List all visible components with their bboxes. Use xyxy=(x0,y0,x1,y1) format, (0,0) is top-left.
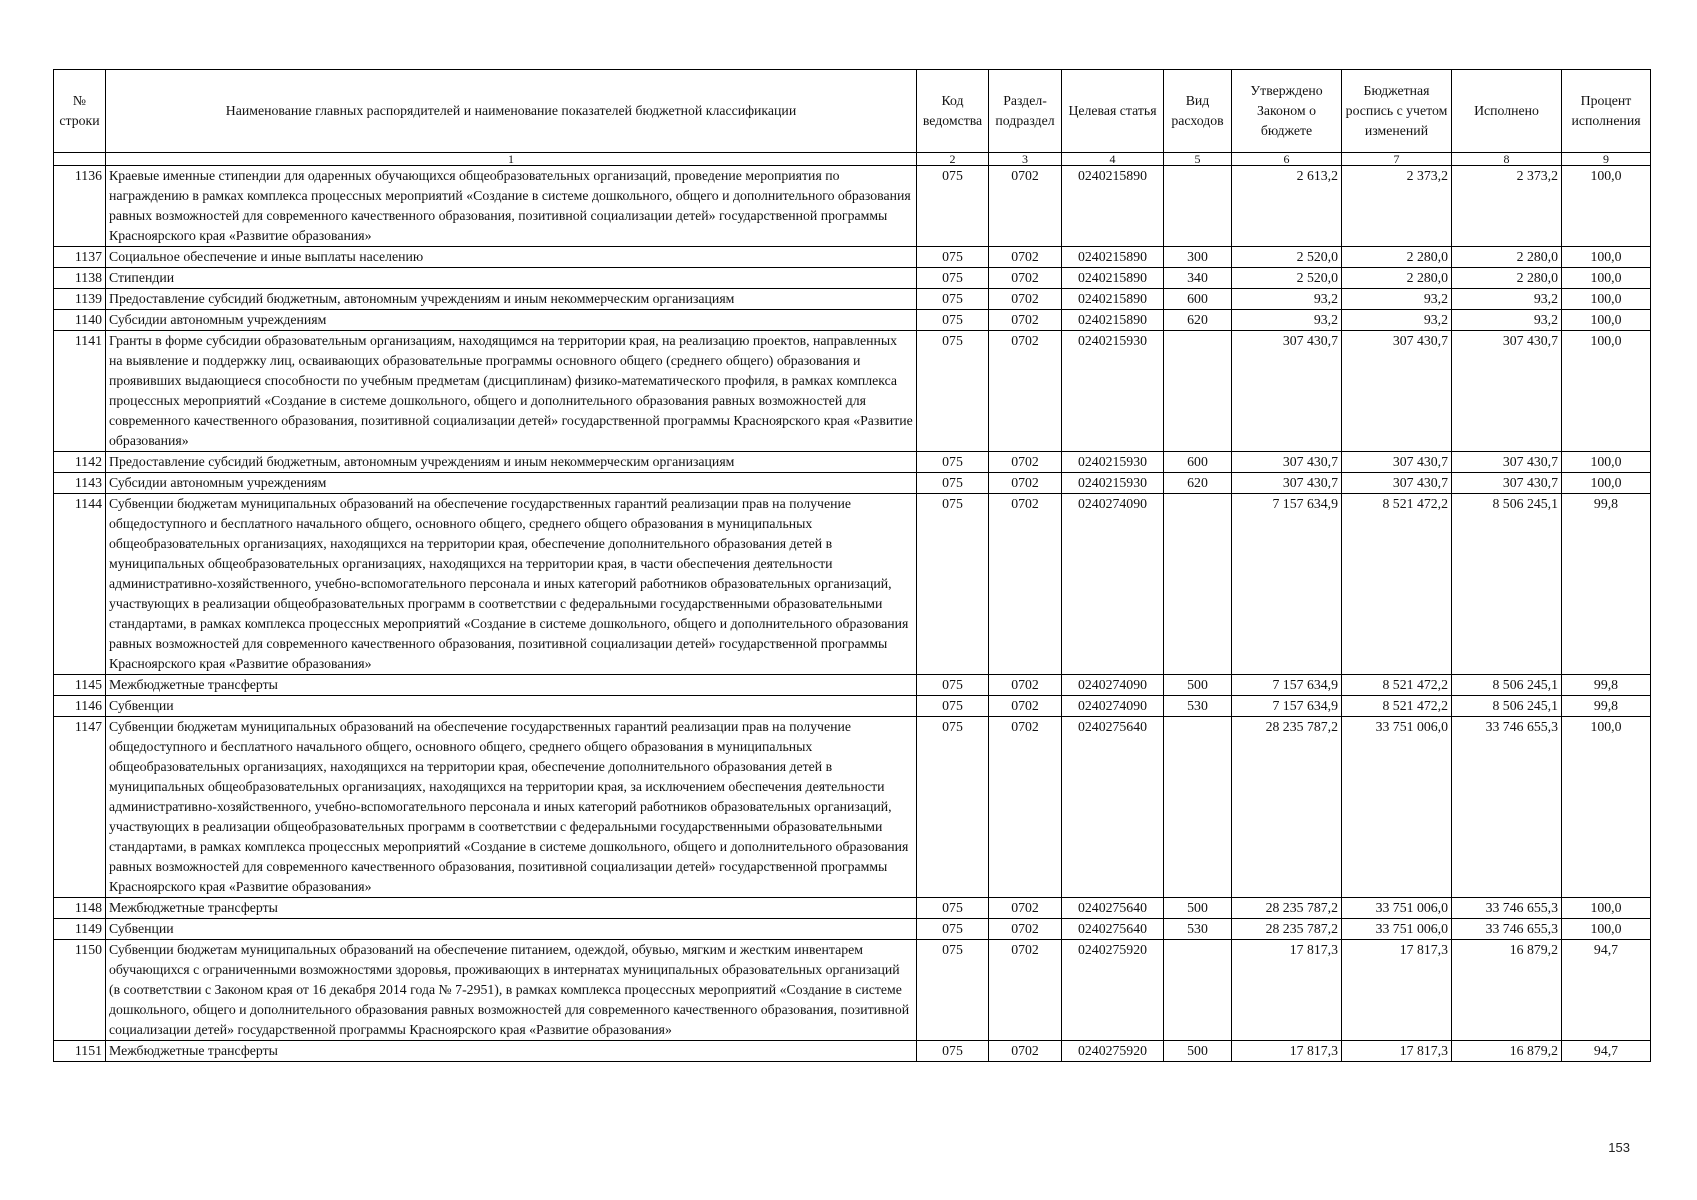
column-number: 1 xyxy=(106,153,917,166)
section-code-cell: 0702 xyxy=(989,331,1062,452)
percent-cell: 94,7 xyxy=(1562,1041,1651,1062)
department-code-cell: 075 xyxy=(917,310,989,331)
section-code-cell: 0702 xyxy=(989,940,1062,1041)
department-code-cell: 075 xyxy=(917,717,989,898)
row-name-cell: Субсидии автономным учреждениям xyxy=(106,310,917,331)
row-name-cell: Гранты в форме субсидии образовательным организациям, находящимся на территории края, на реализацию проектов, направленных на выявление и поддержку лиц, осваивающих образовательные программы основного общего (среднего общего) образования и проявивших выдающиеся способности по учебным предметам (дисциплинам) физико-математического профиля, в рамках комплекса процессных мероприятий «Создание в системе дошкольного, общего и дополнительного образования равных возможностей для современного качественного образования, позитивной социализации детей» государственной программы Красноярского края «Развитие образования» xyxy=(106,331,917,452)
row-number-cell: 1136 xyxy=(54,166,106,247)
department-code-cell: 075 xyxy=(917,696,989,717)
section-code-cell: 0702 xyxy=(989,310,1062,331)
executed-amount-cell: 93,2 xyxy=(1452,310,1562,331)
approved-amount-cell: 17 817,3 xyxy=(1232,940,1342,1041)
row-number-cell: 1147 xyxy=(54,717,106,898)
budget-table xyxy=(53,69,1651,1062)
row-name-cell: Субсидии автономным учреждениям xyxy=(106,473,917,494)
target-article-cell: 0240215890 xyxy=(1062,268,1164,289)
expense-type-cell: 530 xyxy=(1164,919,1232,940)
percent-cell: 100,0 xyxy=(1562,452,1651,473)
column-number: 2 xyxy=(917,153,989,166)
row-number-cell: 1141 xyxy=(54,331,106,452)
department-code-cell: 075 xyxy=(917,940,989,1041)
table-row xyxy=(54,473,1651,494)
table-row xyxy=(54,1041,1651,1062)
executed-amount-cell: 8 506 245,1 xyxy=(1452,494,1562,675)
table-row xyxy=(54,310,1651,331)
target-article-cell: 0240215890 xyxy=(1062,289,1164,310)
expense-type-cell xyxy=(1164,940,1232,1041)
header-target-article: Целевая статья xyxy=(1062,70,1164,153)
section-code-cell: 0702 xyxy=(989,166,1062,247)
table-row xyxy=(54,898,1651,919)
column-number-blank xyxy=(54,153,106,166)
row-number-cell: 1146 xyxy=(54,696,106,717)
department-code-cell: 075 xyxy=(917,452,989,473)
target-article-cell: 0240215930 xyxy=(1062,331,1164,452)
executed-amount-cell: 8 506 245,1 xyxy=(1452,675,1562,696)
department-code-cell: 075 xyxy=(917,289,989,310)
percent-cell: 100,0 xyxy=(1562,166,1651,247)
approved-amount-cell: 307 430,7 xyxy=(1232,331,1342,452)
row-name-cell: Предоставление субсидий бюджетным, автономным учреждениям и иным некоммерческим организациям xyxy=(106,289,917,310)
table-row xyxy=(54,331,1651,452)
budget-amount-cell: 33 751 006,0 xyxy=(1342,717,1452,898)
department-code-cell: 075 xyxy=(917,331,989,452)
percent-cell: 100,0 xyxy=(1562,289,1651,310)
section-code-cell: 0702 xyxy=(989,898,1062,919)
approved-amount-cell: 93,2 xyxy=(1232,289,1342,310)
percent-cell: 100,0 xyxy=(1562,268,1651,289)
budget-amount-cell: 93,2 xyxy=(1342,310,1452,331)
column-number: 6 xyxy=(1232,153,1342,166)
header-section: Раздел-подраздел xyxy=(989,70,1062,153)
percent-cell: 100,0 xyxy=(1562,473,1651,494)
expense-type-cell: 500 xyxy=(1164,1041,1232,1062)
budget-amount-cell: 307 430,7 xyxy=(1342,331,1452,452)
row-number-cell: 1151 xyxy=(54,1041,106,1062)
row-number-cell: 1144 xyxy=(54,494,106,675)
percent-cell: 99,8 xyxy=(1562,675,1651,696)
target-article-cell: 0240274090 xyxy=(1062,494,1164,675)
header-row xyxy=(54,70,1651,153)
table-row xyxy=(54,919,1651,940)
row-name-cell: Субвенции xyxy=(106,696,917,717)
approved-amount-cell: 7 157 634,9 xyxy=(1232,696,1342,717)
table-row xyxy=(54,452,1651,473)
target-article-cell: 0240275640 xyxy=(1062,717,1164,898)
row-name-cell: Субвенции xyxy=(106,919,917,940)
table-row xyxy=(54,166,1651,247)
header-budget-schedule: Бюджетная роспись с учетом изменений xyxy=(1342,70,1452,153)
budget-amount-cell: 8 521 472,2 xyxy=(1342,696,1452,717)
percent-cell: 99,8 xyxy=(1562,696,1651,717)
row-number-cell: 1149 xyxy=(54,919,106,940)
page-number: 153 xyxy=(1608,1140,1630,1155)
expense-type-cell: 500 xyxy=(1164,898,1232,919)
row-number-cell: 1140 xyxy=(54,310,106,331)
expense-type-cell xyxy=(1164,331,1232,452)
executed-amount-cell: 2 373,2 xyxy=(1452,166,1562,247)
row-name-cell: Стипендии xyxy=(106,268,917,289)
budget-amount-cell: 2 373,2 xyxy=(1342,166,1452,247)
percent-cell: 100,0 xyxy=(1562,898,1651,919)
table-row xyxy=(54,247,1651,268)
row-name-cell: Краевые именные стипендии для одаренных обучающихся общеобразовательных организаций, проведение мероприятия по награждению в рамках комплекса процессных мероприятий «Создание в системе дошкольного, общего и дополнительного образования равных возможностей для современного качественного образования, позитивной социализации детей» государственной программы Красноярского края «Развитие образования» xyxy=(106,166,917,247)
approved-amount-cell: 2 520,0 xyxy=(1232,247,1342,268)
table-row xyxy=(54,289,1651,310)
section-code-cell: 0702 xyxy=(989,1041,1062,1062)
section-code-cell: 0702 xyxy=(989,675,1062,696)
percent-cell: 100,0 xyxy=(1562,331,1651,452)
expense-type-cell: 620 xyxy=(1164,310,1232,331)
executed-amount-cell: 2 280,0 xyxy=(1452,268,1562,289)
header-name: Наименование главных распорядителей и наименование показателей бюджетной классификации xyxy=(106,70,917,153)
expense-type-cell: 600 xyxy=(1164,452,1232,473)
expense-type-cell xyxy=(1164,717,1232,898)
department-code-cell: 075 xyxy=(917,247,989,268)
department-code-cell: 075 xyxy=(917,473,989,494)
table-row xyxy=(54,268,1651,289)
percent-cell: 94,7 xyxy=(1562,940,1651,1041)
percent-cell: 100,0 xyxy=(1562,247,1651,268)
row-name-cell: Предоставление субсидий бюджетным, автономным учреждениям и иным некоммерческим организациям xyxy=(106,452,917,473)
row-name-cell: Социальное обеспечение и иные выплаты населению xyxy=(106,247,917,268)
approved-amount-cell: 93,2 xyxy=(1232,310,1342,331)
target-article-cell: 0240215890 xyxy=(1062,247,1164,268)
expense-type-cell: 530 xyxy=(1164,696,1232,717)
budget-amount-cell: 93,2 xyxy=(1342,289,1452,310)
section-code-cell: 0702 xyxy=(989,696,1062,717)
header-approved: Утверждено Законом о бюджете xyxy=(1232,70,1342,153)
row-number-cell: 1148 xyxy=(54,898,106,919)
budget-amount-cell: 307 430,7 xyxy=(1342,473,1452,494)
row-number-cell: 1145 xyxy=(54,675,106,696)
department-code-cell: 075 xyxy=(917,268,989,289)
row-number-cell: 1142 xyxy=(54,452,106,473)
header-executed: Исполнено xyxy=(1452,70,1562,153)
column-number: 4 xyxy=(1062,153,1164,166)
approved-amount-cell: 2 520,0 xyxy=(1232,268,1342,289)
budget-amount-cell: 33 751 006,0 xyxy=(1342,919,1452,940)
approved-amount-cell: 28 235 787,2 xyxy=(1232,919,1342,940)
executed-amount-cell: 16 879,2 xyxy=(1452,1041,1562,1062)
approved-amount-cell: 307 430,7 xyxy=(1232,452,1342,473)
approved-amount-cell: 7 157 634,9 xyxy=(1232,675,1342,696)
column-number: 7 xyxy=(1342,153,1452,166)
department-code-cell: 075 xyxy=(917,166,989,247)
section-code-cell: 0702 xyxy=(989,473,1062,494)
column-numbers-row xyxy=(54,153,1651,166)
executed-amount-cell: 93,2 xyxy=(1452,289,1562,310)
target-article-cell: 0240215930 xyxy=(1062,473,1164,494)
approved-amount-cell: 28 235 787,2 xyxy=(1232,717,1342,898)
table-row xyxy=(54,675,1651,696)
percent-cell: 99,8 xyxy=(1562,494,1651,675)
target-article-cell: 0240274090 xyxy=(1062,675,1164,696)
column-number: 9 xyxy=(1562,153,1651,166)
approved-amount-cell: 7 157 634,9 xyxy=(1232,494,1342,675)
executed-amount-cell: 16 879,2 xyxy=(1452,940,1562,1041)
expense-type-cell xyxy=(1164,494,1232,675)
percent-cell: 100,0 xyxy=(1562,310,1651,331)
budget-amount-cell: 2 280,0 xyxy=(1342,247,1452,268)
section-code-cell: 0702 xyxy=(989,494,1062,675)
budget-amount-cell: 17 817,3 xyxy=(1342,940,1452,1041)
approved-amount-cell: 28 235 787,2 xyxy=(1232,898,1342,919)
row-name-cell: Субвенции бюджетам муниципальных образований на обеспечение питанием, одеждой, обувью, мягким и жестким инвентарем обучающихся с ограниченными возможностями здоровья, проживающих в интернатах муниципальных образовательных организаций (в соответствии с Законом края от 16 декабря 2014 года № 7-2951), в рамках комплекса процессных мероприятий «Создание в системе дошкольного, общего и дополнительного образования равных возможностей для современного качественного образования, позитивной социализации детей» государственной программы Красноярского края «Развитие образования» xyxy=(106,940,917,1041)
column-number: 8 xyxy=(1452,153,1562,166)
target-article-cell: 0240275640 xyxy=(1062,919,1164,940)
department-code-cell: 075 xyxy=(917,675,989,696)
section-code-cell: 0702 xyxy=(989,247,1062,268)
expense-type-cell: 600 xyxy=(1164,289,1232,310)
table-row xyxy=(54,940,1651,1041)
target-article-cell: 0240215890 xyxy=(1062,310,1164,331)
target-article-cell: 0240274090 xyxy=(1062,696,1164,717)
executed-amount-cell: 2 280,0 xyxy=(1452,247,1562,268)
target-article-cell: 0240215930 xyxy=(1062,452,1164,473)
row-number-cell: 1138 xyxy=(54,268,106,289)
executed-amount-cell: 307 430,7 xyxy=(1452,473,1562,494)
executed-amount-cell: 33 746 655,3 xyxy=(1452,717,1562,898)
header-department-code: Код ведомства xyxy=(917,70,989,153)
row-name-cell: Межбюджетные трансферты xyxy=(106,898,917,919)
executed-amount-cell: 33 746 655,3 xyxy=(1452,919,1562,940)
row-number-cell: 1143 xyxy=(54,473,106,494)
department-code-cell: 075 xyxy=(917,898,989,919)
department-code-cell: 075 xyxy=(917,494,989,675)
budget-amount-cell: 17 817,3 xyxy=(1342,1041,1452,1062)
budget-amount-cell: 8 521 472,2 xyxy=(1342,494,1452,675)
budget-amount-cell: 307 430,7 xyxy=(1342,452,1452,473)
header-expense-type: Вид расходов xyxy=(1164,70,1232,153)
percent-cell: 100,0 xyxy=(1562,919,1651,940)
section-code-cell: 0702 xyxy=(989,268,1062,289)
executed-amount-cell: 307 430,7 xyxy=(1452,452,1562,473)
section-code-cell: 0702 xyxy=(989,289,1062,310)
table-row xyxy=(54,717,1651,898)
expense-type-cell: 340 xyxy=(1164,268,1232,289)
target-article-cell: 0240275920 xyxy=(1062,940,1164,1041)
row-number-cell: 1137 xyxy=(54,247,106,268)
department-code-cell: 075 xyxy=(917,919,989,940)
header-percent: Процент исполнения xyxy=(1562,70,1651,153)
department-code-cell: 075 xyxy=(917,1041,989,1062)
column-number: 3 xyxy=(989,153,1062,166)
section-code-cell: 0702 xyxy=(989,452,1062,473)
expense-type-cell: 300 xyxy=(1164,247,1232,268)
budget-amount-cell: 33 751 006,0 xyxy=(1342,898,1452,919)
approved-amount-cell: 17 817,3 xyxy=(1232,1041,1342,1062)
expense-type-cell xyxy=(1164,166,1232,247)
column-number: 5 xyxy=(1164,153,1232,166)
row-name-cell: Межбюджетные трансферты xyxy=(106,675,917,696)
table-row xyxy=(54,494,1651,675)
percent-cell: 100,0 xyxy=(1562,717,1651,898)
approved-amount-cell: 2 613,2 xyxy=(1232,166,1342,247)
target-article-cell: 0240275640 xyxy=(1062,898,1164,919)
section-code-cell: 0702 xyxy=(989,919,1062,940)
target-article-cell: 0240275920 xyxy=(1062,1041,1164,1062)
row-name-cell: Субвенции бюджетам муниципальных образований на обеспечение государственных гарантий реализации прав на получение общедоступного и бесплатного начального общего, основного общего, среднего общего образования в муниципальных общеобразовательных организациях, находящихся на территории края, обеспечение дополнительного образования детей в муниципальных общеобразовательных организациях, находящихся на территории края, за исключением обеспечения деятельности административно-хозяйственного, учебно-вспомогательного персонала и иных категорий работников образовательных организаций, участвующих в реализации общеобразовательных программ в соответствии с федеральными государственными образовательными стандартами, в рамках комплекса процессных мероприятий «Создание в системе дошкольного, общего и дополнительного образования равных возможностей для современного качественного образования, позитивной социализации детей» государственной программы Красноярского края «Развитие образования» xyxy=(106,717,917,898)
row-name-cell: Субвенции бюджетам муниципальных образований на обеспечение государственных гарантий реализации прав на получение общедоступного и бесплатного начального общего, основного общего, среднего общего образования в муниципальных общеобразовательных организациях, находящихся на территории края, обеспечение дополнительного образования детей в муниципальных общеобразовательных организациях, находящихся на территории края, в части обеспечения деятельности административно-хозяйственного, учебно-вспомогательного персонала и иных категорий работников образовательных организаций, участвующих в реализации общеобразовательных программ в соответствии с федеральными государственными образовательными стандартами, в рамках комплекса процессных мероприятий «Создание в системе дошкольного, общего и дополнительного образования равных возможностей для современного качественного образования, позитивной социализации детей» государственной программы Красноярского края «Развитие образования» xyxy=(106,494,917,675)
budget-amount-cell: 2 280,0 xyxy=(1342,268,1452,289)
section-code-cell: 0702 xyxy=(989,717,1062,898)
table-row xyxy=(54,696,1651,717)
header-row-number: № строки xyxy=(54,70,106,153)
row-name-cell: Межбюджетные трансферты xyxy=(106,1041,917,1062)
executed-amount-cell: 33 746 655,3 xyxy=(1452,898,1562,919)
executed-amount-cell: 8 506 245,1 xyxy=(1452,696,1562,717)
approved-amount-cell: 307 430,7 xyxy=(1232,473,1342,494)
expense-type-cell: 620 xyxy=(1164,473,1232,494)
row-number-cell: 1139 xyxy=(54,289,106,310)
row-number-cell: 1150 xyxy=(54,940,106,1041)
budget-amount-cell: 8 521 472,2 xyxy=(1342,675,1452,696)
target-article-cell: 0240215890 xyxy=(1062,166,1164,247)
executed-amount-cell: 307 430,7 xyxy=(1452,331,1562,452)
expense-type-cell: 500 xyxy=(1164,675,1232,696)
